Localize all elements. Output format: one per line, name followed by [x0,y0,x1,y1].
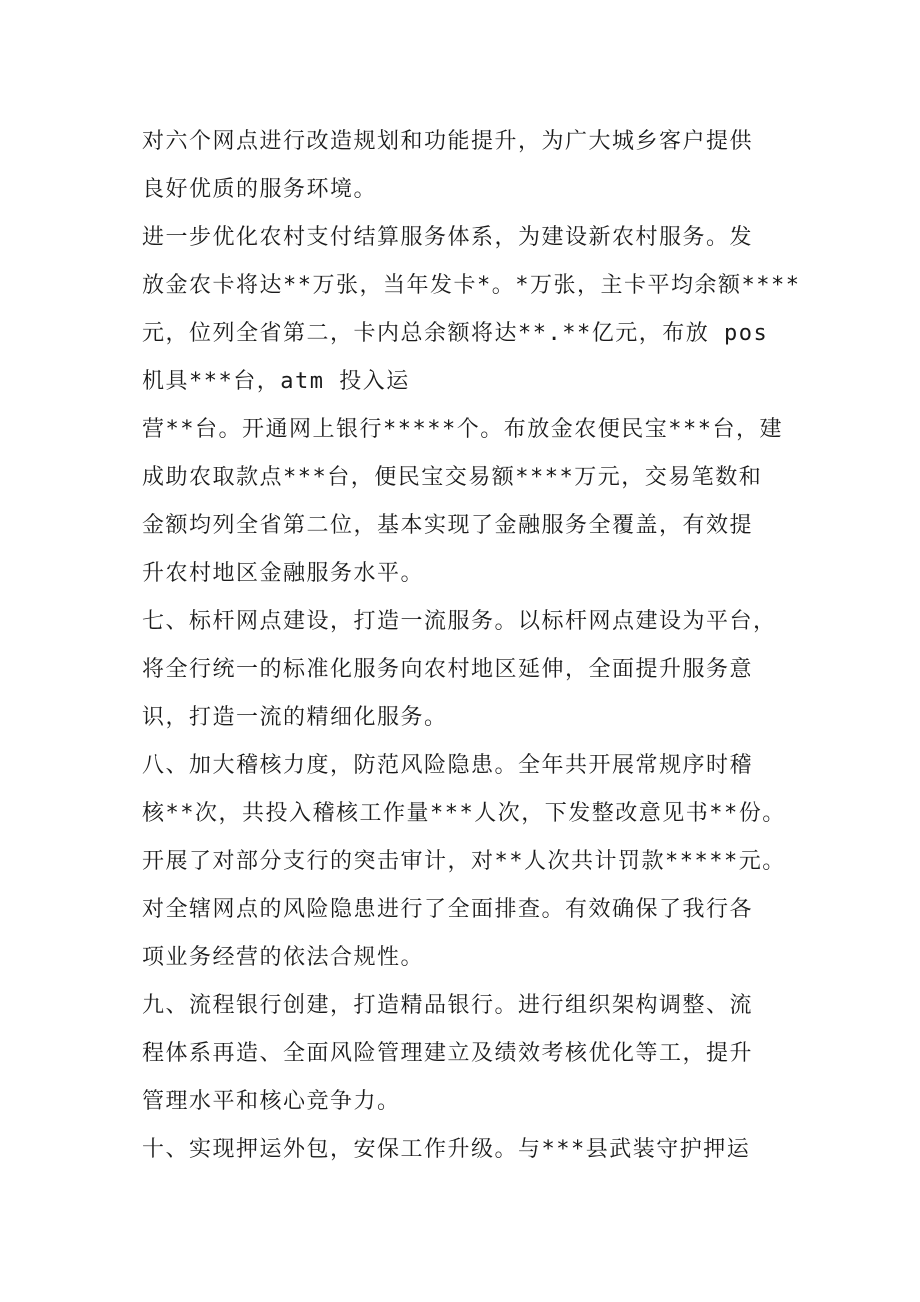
text-line: 项业务经营的依法合规性。 [142,945,425,970]
text-line: 七、标杆网点建设，打造一流服务。以标杆网点建设为平台， [142,609,777,634]
text-line: 开展了对部分支行的突击审计，对**人次共计罚款*****元。 [142,849,786,874]
text-line: 对全辖网点的风险隐患进行了全面排查。有效确保了我行各 [142,897,754,922]
text-line: 对六个网点进行改造规划和功能提升，为广大城乡客户提供 [142,129,754,154]
body-text [142,118,801,1174]
text-line: 程体系再造、全面风险管理建立及绩效考核优化等工，提升 [142,1041,754,1066]
text-line: 金额均列全省第二位，基本实现了金融服务全覆盖，有效提 [142,513,754,538]
text-line: 成助农取款点***台，便民宝交易额****万元，交易笔数和 [142,465,763,490]
text-line: 进一步优化农村支付结算服务体系，为建设新农村服务。发 [142,225,754,250]
text-line: 机具***台，atm 投入运 [142,369,410,394]
text-line: 放金农卡将达**万张，当年发卡*。*万张，主卡平均余额**** [142,273,801,298]
text-line: 管理水平和核心竞争力。 [142,1089,401,1114]
text-line: 识，打造一流的精细化服务。 [142,705,448,730]
text-line: 营**台。开通网上银行*****个。布放金农便民宝***台，建 [142,417,783,442]
text-line: 核**次，共投入稽核工作量***人次，下发整改意见书**份。 [142,801,786,826]
text-line: 升农村地区金融服务水平。 [142,561,425,586]
text-line: 九、流程银行创建，打造精品银行。进行组织架构调整、流 [142,993,754,1018]
text-line: 将全行统一的标准化服务向农村地区延伸，全面提升服务意 [142,657,754,682]
text-line: 十、实现押运外包，安保工作升级。与***县武装守护押运 [142,1137,751,1162]
text-line: 良好优质的服务环境。 [142,177,378,202]
text-line: 八、加大稽核力度，防范风险隐患。全年共开展常规序时稽 [142,753,754,778]
text-line: 元，位列全省第二，卡内总余额将达**.**亿元，布放 pos [142,321,769,346]
